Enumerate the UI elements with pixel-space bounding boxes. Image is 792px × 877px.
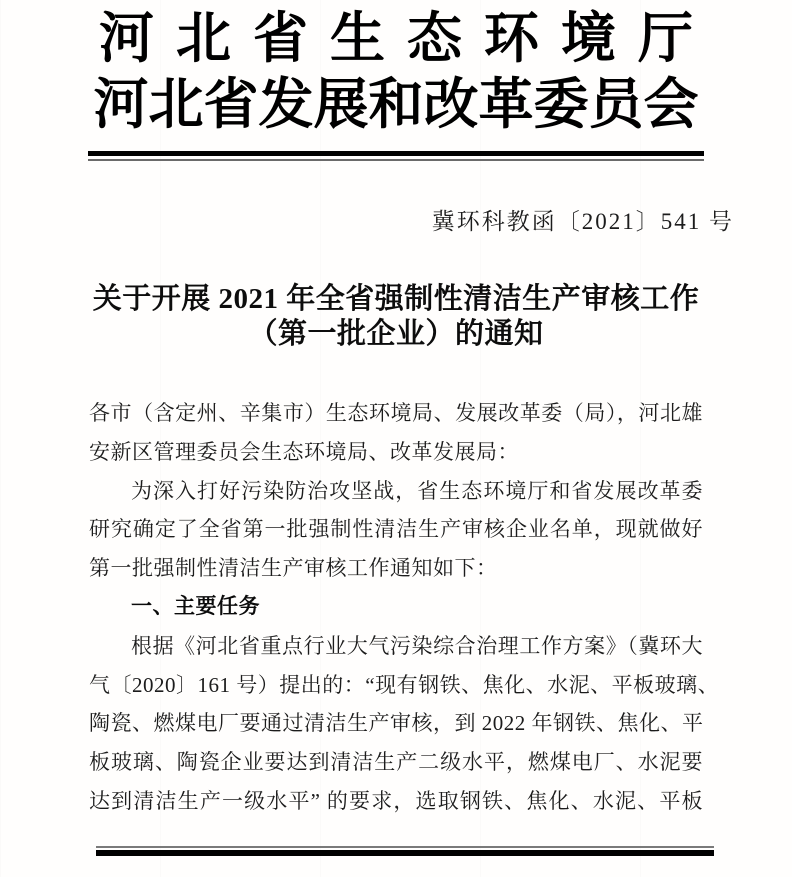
- body-line-para1-1: 为深入打好污染防治攻坚战，省生态环境厅和省发展改革委: [131, 478, 703, 503]
- body-line-para1-2: 研究确定了全省第一批强制性清洁生产审核企业名单，现就做好: [89, 517, 703, 542]
- footer-rule-thin: [96, 846, 714, 848]
- letterhead: [0, 0, 792, 161]
- document-body: [89, 394, 720, 821]
- letterhead-agency-1: 河北省生态环境厅: [98, 8, 715, 69]
- letterhead-rule-thick: [88, 151, 704, 156]
- footer-rule: [96, 846, 714, 856]
- body-line-para1-3: 第一批强制性清洁生产审核工作通知如下：: [89, 556, 498, 581]
- body-line-para2-2: 气〔2020〕161 号）提出的：“现有钢铁、焦化、水泥、平板玻璃、: [89, 672, 720, 697]
- body-line-para2-5: 达到清洁生产一级水平” 的要求，选取钢铁、焦化、水泥、平板: [89, 788, 703, 813]
- letterhead-rule: [88, 151, 704, 161]
- body-line-para2-3: 陶瓷、燃煤电厂要通过清洁生产审核，到 2022 年钢铁、焦化、平: [89, 711, 704, 736]
- document-title-line-1: 关于开展 2021 年全省强制性清洁生产审核工作: [92, 283, 700, 315]
- section-heading-1: 一、主要任务: [131, 594, 260, 618]
- body-line-salutation-1: 各市（含定州、辛集市）生态环境局、发展改革委（局），河北雄: [89, 401, 703, 425]
- body-line-salutation-2: 安新区管理委员会生态环境局、改革发展局：: [89, 439, 519, 464]
- letterhead-rule-thin: [88, 159, 704, 161]
- body-line-para2-4: 板玻璃、陶瓷企业要达到清洁生产二级水平，燃煤电厂、水泥要: [89, 750, 703, 775]
- document-number: 冀环科教函〔2021〕541 号: [431, 209, 734, 234]
- letterhead-agency-2: 河北省发展和改革委员会: [93, 74, 699, 135]
- body-line-para2-1: 根据《河北省重点行业大气污染综合治理工作方案》（冀环大: [131, 633, 703, 658]
- document-title: [0, 282, 792, 352]
- footer-rule-thick: [96, 850, 714, 856]
- document-title-line-2: （第一批企业）的通知: [248, 318, 544, 350]
